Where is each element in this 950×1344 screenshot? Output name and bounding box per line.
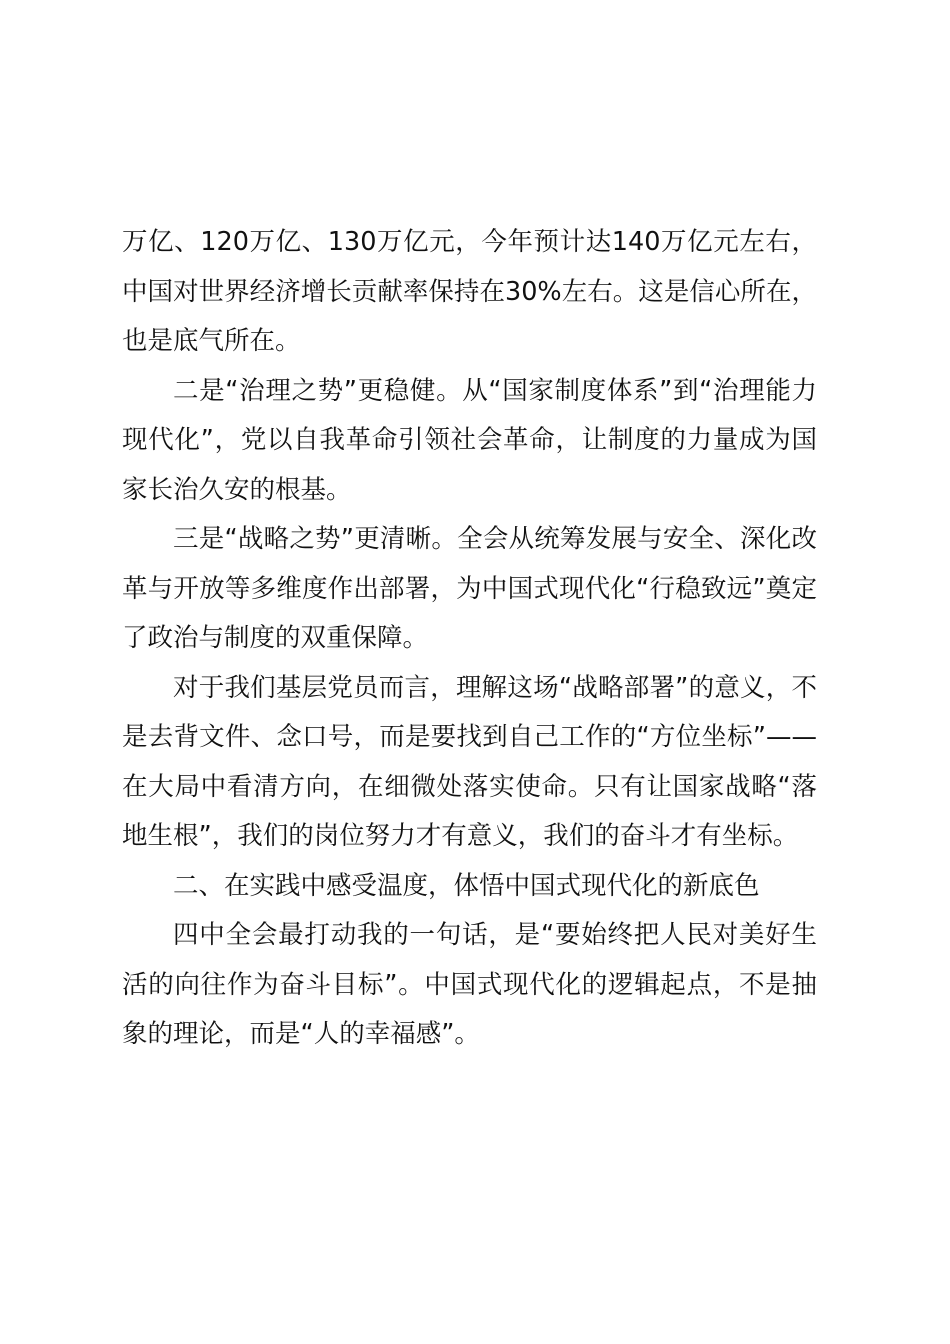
paragraph-governance: 二是“治理之势”更稳健。从“国家制度体系”到“治理能力现代化”，党以自我革命引领社会革命，让制度的力量成为国家长治久安的根基。 <box>122 375 817 505</box>
paragraph-economy-figures: 万亿、120万亿、130万亿元，今年预计达140万亿元左右，中国对世界经济增长贡献率保持在30%左右。这是信心所在，也是底气所在。 <box>122 227 817 356</box>
paragraph-people-wellbeing: 四中全会最打动我的一句话，是“要始终把人民对美好生活的向往作为奋斗目标”。中国式现代化的逻辑起点，不是抽象的理论，而是“人的幸福感”。 <box>122 920 817 1049</box>
paragraph-strategy: 三是“战略之势”更清晰。全会从统筹发展与安全、深化改革与开放等多维度作出部署，为中国式现代化“行稳致远”奠定了政治与制度的双重保障。 <box>122 524 817 653</box>
paragraph-grassroots: 对于我们基层党员而言，理解这场“战略部署”的意义，不是去背文件、念口号，而是要找到自己工作的“方位坐标”——在大局中看清方向，在细微处落实使命。只有让国家战略“落地生根”，我们的岗位努力才有意义，我们的奋斗才有坐标。 <box>122 672 817 851</box>
section-heading: 二、在实践中感受温度，体悟中国式现代化的新底色 <box>173 870 760 901</box>
document-body <box>122 218 817 1060</box>
